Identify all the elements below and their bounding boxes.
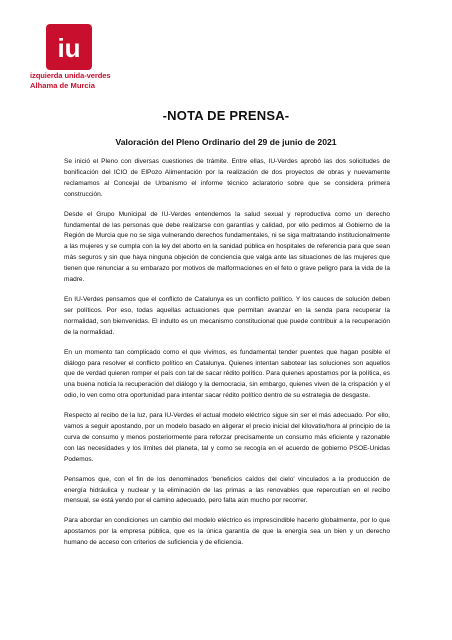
paragraph-5: Respecto al recibo de la luz, para IU-Verdes el actual modelo eléctrico sigue sin ser el más adecuado. Por ello, vamos a seguir apostando, por un modelo basado en aligerar el precio inicial del kilovatio/hora al principio de la curva de consumo y menos posteriormente para reforzar precisamente un consumo más eficiente y razonable con las necesidades y los límites del planeta, tal y como se recogía en el acuerdo de gobierno PSOE-Unidas Podemos. — [64, 412, 390, 463]
logo-organization: izquierda unida-verdes — [30, 71, 111, 80]
paragraph-6: Pensamos que, con el fin de los denominados 'beneficios caídos del cielo' vinculados a la producción de energía hidráulica y nuclear y la eliminación de las primas a las renovables que repercutían en el recibo mensual, se está yendo por el camino adecuado, pero falta aún mucho por recorrer. — [64, 475, 390, 505]
iu-logo-mark — [46, 24, 92, 70]
logo-mark-text: iu — [57, 33, 81, 63]
party-logo — [30, 24, 150, 94]
paragraph-3: En IU-Verdes pensamos que el conflicto de Catalunya es un conflicto político. Y los cauces de solución deben ser políticos. Por eso, todas aquellas actuaciones que permitan avanzar en la senda para recuperar la normalidad, son bienvenidas. El indulto es un mecanismo constitucional que puede contribuir a la recuperación de la normalidad. — [64, 295, 390, 336]
document-body — [64, 157, 390, 558]
document-title: -NOTA DE PRENSA- — [162, 108, 290, 123]
document-subtitle: Valoración del Pleno Ordinario del 29 de junio de 2021 — [115, 137, 337, 147]
logo-location: Alhama de Murcia — [30, 81, 95, 90]
paragraph-1: Se inició el Pleno con diversas cuestiones de trámite. Entre ellas, IU-Verdes aprobó las dos solicitudes de bonificación del ICIO de ElPozo Alimentación por la realización de dos proyectos de obras y nuevamente reclamamos al Concejal de Urbanismo el informe técnico aclaratorio sobre que se considera primera construcción. — [64, 158, 390, 198]
paragraph-4: En un momento tan complicado como el que vivimos, es fundamental tender puentes que hagan posible el diálogo para resolver el conflicto político en Catalunya. Quienes intentan sabotear las soluciones son aquellos que de verdad quieren romper el país con tal de sacar rédito político. Para quienes apostamos por la política, es una buena noticia la recuperación del diálogo y la democracia, sin embargo, quienes viven de la crispación y el odio, lo ven como otra oportunidad para intentar sacar rédito político dentro de su estrategia de desgaste. — [64, 348, 390, 400]
paragraph-2: Desde el Grupo Municipal de IU-Verdes entendemos la salud sexual y reproductiva como un derecho fundamental de las personas que debe realizarse con garantías y calidad, por ello pedimos al Gobierno de la Región de Murcia que no se siga vulnerando derechos fundamentales, ni se siga maltratando institucionalmente a las mujeres y se cumpla con la ley del aborto en la sanidad pública en hospitales de referencia para que sean más seguros y sin que haya ninguna objeción de conciencia que valga ante las situaciones de las mujeres que tienen que renunciar a su embarazo por motivos de malformaciones en el feto o grave peligro para la vida de la madre. — [64, 210, 390, 284]
paragraph-7: Para abordar en condiciones un cambio del modelo eléctrico es imprescindible hacerlo globalmente, por lo que apostamos por la empresa pública, que es la única garantía de que la energía sea un bien y un derecho humano de acceso con criterios de suficiencia y de eficiencia. — [64, 517, 390, 547]
